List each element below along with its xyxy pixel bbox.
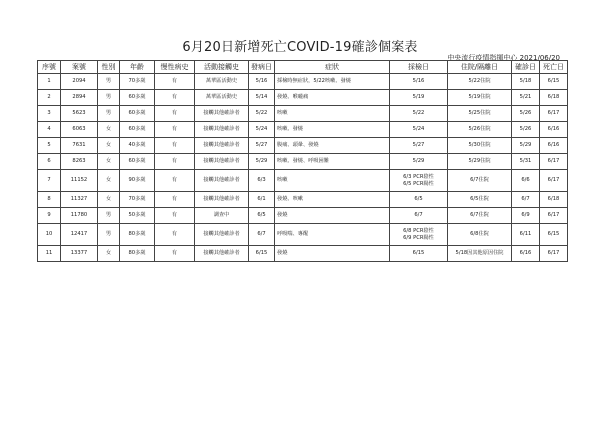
cell-chronic: 有 — [155, 122, 195, 138]
cell-chronic: 有 — [155, 154, 195, 170]
cell-hospital: 5/30住院 — [448, 138, 512, 154]
cell-death: 6/17 — [540, 208, 568, 224]
cell-symptoms: 採檢時無症狀，5/22咳嗽、發燒 — [275, 74, 390, 90]
header-onset: 發病日 — [249, 61, 275, 74]
table-body — [38, 74, 568, 262]
test-line: 5/19 — [412, 94, 425, 100]
cell-test — [390, 122, 448, 138]
cell-confirm: 6/9 — [512, 208, 540, 224]
cell-test — [390, 106, 448, 122]
cell-onset: 6/15 — [249, 246, 275, 262]
cell-symptoms: 發燒 — [275, 246, 390, 262]
cell-sex: 女 — [98, 192, 120, 208]
cell-confirm: 6/7 — [512, 192, 540, 208]
cell-case: 11152 — [61, 170, 98, 192]
cell-hospital: 6/5住院 — [448, 192, 512, 208]
cell-chronic: 有 — [155, 138, 195, 154]
table-row — [38, 154, 568, 170]
cell-confirm: 6/16 — [512, 246, 540, 262]
test-line: 6/5 — [414, 196, 423, 202]
cell-sex: 男 — [98, 106, 120, 122]
header-chronic: 慢性病史 — [155, 61, 195, 74]
cell-death: 6/15 — [540, 74, 568, 90]
table-row — [38, 106, 568, 122]
cell-test — [390, 246, 448, 262]
cell-contact: 接觸其他確診者 — [195, 138, 249, 154]
cell-hospital: 6/7住院 — [448, 170, 512, 192]
cell-no: 10 — [38, 224, 61, 246]
cell-no: 9 — [38, 208, 61, 224]
cell-case: 12417 — [61, 224, 98, 246]
cell-age: 70多歲 — [120, 74, 155, 90]
cell-no: 4 — [38, 122, 61, 138]
cell-contact: 接觸其他確診者 — [195, 246, 249, 262]
cell-age: 80多歲 — [120, 246, 155, 262]
table-row — [38, 208, 568, 224]
test-line: 6/7 — [414, 212, 423, 218]
cell-contact: 萬華區活動史 — [195, 90, 249, 106]
header-symptoms: 症狀 — [275, 61, 390, 74]
cell-hospital: 5/19住院 — [448, 90, 512, 106]
cell-test — [390, 90, 448, 106]
cell-sex: 女 — [98, 122, 120, 138]
cell-chronic: 有 — [155, 90, 195, 106]
cell-test — [390, 208, 448, 224]
cell-case: 2894 — [61, 90, 98, 106]
header-confirm: 確診日 — [512, 61, 540, 74]
cell-contact: 接觸其他確診者 — [195, 192, 249, 208]
cell-symptoms: 咳嗽、發燒、呼吸困難 — [275, 154, 390, 170]
test-line: 5/22 — [412, 110, 425, 116]
test-line: 5/29 — [412, 158, 425, 164]
cell-hospital: 5/18因其他原因住院 — [448, 246, 512, 262]
cell-age: 80多歲 — [120, 224, 155, 246]
cell-no: 11 — [38, 246, 61, 262]
cell-test — [390, 138, 448, 154]
test-line: 5/16 — [412, 78, 425, 84]
cell-no: 2 — [38, 90, 61, 106]
cell-hospital: 5/25住院 — [448, 106, 512, 122]
cell-case: 8263 — [61, 154, 98, 170]
cell-symptoms: 咳嗽 — [275, 106, 390, 122]
cell-death: 6/15 — [540, 224, 568, 246]
cell-onset: 5/14 — [249, 90, 275, 106]
cell-confirm: 6/11 — [512, 224, 540, 246]
cell-death: 6/17 — [540, 106, 568, 122]
header-contact: 活動接觸史 — [195, 61, 249, 74]
cell-confirm: 6/6 — [512, 170, 540, 192]
cell-chronic: 有 — [155, 74, 195, 90]
cell-onset: 6/1 — [249, 192, 275, 208]
cell-age: 60多歲 — [120, 154, 155, 170]
cell-sex: 男 — [98, 90, 120, 106]
cell-case: 7631 — [61, 138, 98, 154]
cell-hospital: 6/8住院 — [448, 224, 512, 246]
cell-onset: 6/7 — [249, 224, 275, 246]
header-sex: 性別 — [98, 61, 120, 74]
header-row — [38, 61, 568, 74]
cell-symptoms: 咳嗽、發燒 — [275, 122, 390, 138]
cases-table — [37, 60, 568, 262]
cell-case: 11780 — [61, 208, 98, 224]
cell-onset: 6/5 — [249, 208, 275, 224]
test-line: 6/5 PCR陽性 — [403, 180, 434, 187]
cell-chronic: 有 — [155, 208, 195, 224]
cell-no: 5 — [38, 138, 61, 154]
cell-contact: 接觸其他確診者 — [195, 170, 249, 192]
cell-onset: 5/29 — [249, 154, 275, 170]
cell-hospital: 6/7住院 — [448, 208, 512, 224]
cell-symptoms: 發燒、喉嚨痛 — [275, 90, 390, 106]
test-line: 6/8 PCR陰性 — [403, 227, 434, 234]
table-row — [38, 138, 568, 154]
cell-chronic: 有 — [155, 106, 195, 122]
cell-onset: 5/22 — [249, 106, 275, 122]
cell-death: 6/17 — [540, 246, 568, 262]
cell-death: 6/18 — [540, 90, 568, 106]
cell-test — [390, 74, 448, 90]
cell-confirm: 5/31 — [512, 154, 540, 170]
cell-contact: 接觸其他確診者 — [195, 224, 249, 246]
cell-test — [390, 224, 448, 246]
cell-case: 6063 — [61, 122, 98, 138]
page-title: 6月20日新增死亡COVID-19確診個案表 — [182, 40, 418, 55]
cell-sex: 女 — [98, 170, 120, 192]
cell-confirm: 5/29 — [512, 138, 540, 154]
cell-symptoms: 發燒 — [275, 208, 390, 224]
cell-confirm: 5/26 — [512, 122, 540, 138]
cell-case: 2094 — [61, 74, 98, 90]
cell-hospital: 5/26住院 — [448, 122, 512, 138]
cell-death: 6/17 — [540, 154, 568, 170]
test-line: 6/3 PCR陰性 — [403, 173, 434, 180]
cell-contact: 調查中 — [195, 208, 249, 224]
cell-onset: 6/3 — [249, 170, 275, 192]
test-line: 6/9 PCR陽性 — [403, 234, 434, 241]
cell-onset: 5/16 — [249, 74, 275, 90]
cell-symptoms: 呼吸喘、專醒 — [275, 224, 390, 246]
cell-age: 60多歲 — [120, 106, 155, 122]
cell-chronic: 有 — [155, 192, 195, 208]
cell-chronic: 有 — [155, 170, 195, 192]
cell-death: 6/18 — [540, 192, 568, 208]
cell-sex: 女 — [98, 246, 120, 262]
header-age: 年齡 — [120, 61, 155, 74]
cell-symptoms: 發燒、咳嗽 — [275, 192, 390, 208]
cell-onset: 5/27 — [249, 138, 275, 154]
table-row — [38, 90, 568, 106]
cell-age: 60多歲 — [120, 122, 155, 138]
cell-test — [390, 192, 448, 208]
cell-sex: 男 — [98, 224, 120, 246]
cell-symptoms: 咳嗽 — [275, 170, 390, 192]
cell-symptoms: 腹痛、頭暈、發燒 — [275, 138, 390, 154]
cell-confirm: 5/21 — [512, 90, 540, 106]
table-row — [38, 122, 568, 138]
header-case: 案號 — [61, 61, 98, 74]
cell-sex: 男 — [98, 74, 120, 90]
cell-age: 60多歲 — [120, 90, 155, 106]
header-hospital: 住院/隔離日 — [448, 61, 512, 74]
cell-contact: 接觸其他確診者 — [195, 154, 249, 170]
cell-contact: 接觸其他確診者 — [195, 122, 249, 138]
cell-onset: 5/24 — [249, 122, 275, 138]
cell-case: 11327 — [61, 192, 98, 208]
issuer-date: 中央流行疫情指揮中心 2021/06/20 — [447, 54, 560, 62]
cell-confirm: 5/18 — [512, 74, 540, 90]
cell-contact: 接觸其他確診者 — [195, 106, 249, 122]
test-line: 5/24 — [412, 126, 425, 132]
cell-age: 40多歲 — [120, 138, 155, 154]
cell-case: 5623 — [61, 106, 98, 122]
table-row — [38, 192, 568, 208]
header-death: 死亡日 — [540, 61, 568, 74]
cell-no: 1 — [38, 74, 61, 90]
cell-chronic: 有 — [155, 246, 195, 262]
cell-death: 6/16 — [540, 122, 568, 138]
table-row — [38, 246, 568, 262]
cell-confirm: 5/26 — [512, 106, 540, 122]
cell-no: 6 — [38, 154, 61, 170]
cell-age: 70多歲 — [120, 192, 155, 208]
table-row — [38, 224, 568, 246]
cell-age: 90多歲 — [120, 170, 155, 192]
test-line: 5/27 — [412, 142, 425, 148]
cell-death: 6/17 — [540, 170, 568, 192]
table-row — [38, 74, 568, 90]
cell-test — [390, 170, 448, 192]
cell-no: 8 — [38, 192, 61, 208]
cell-no: 7 — [38, 170, 61, 192]
table-row — [38, 170, 568, 192]
cell-age: 50多歲 — [120, 208, 155, 224]
cell-hospital: 5/29住院 — [448, 154, 512, 170]
cell-case: 13377 — [61, 246, 98, 262]
cell-sex: 女 — [98, 138, 120, 154]
header-no: 序號 — [38, 61, 61, 74]
test-line: 6/15 — [412, 250, 425, 256]
cell-chronic: 有 — [155, 224, 195, 246]
cell-no: 3 — [38, 106, 61, 122]
cell-sex: 女 — [98, 154, 120, 170]
cell-sex: 男 — [98, 208, 120, 224]
cell-test — [390, 154, 448, 170]
header-test: 採檢日 — [390, 61, 448, 74]
cell-death: 6/16 — [540, 138, 568, 154]
cell-contact: 萬華區活動史 — [195, 74, 249, 90]
cell-hospital: 5/22住院 — [448, 74, 512, 90]
